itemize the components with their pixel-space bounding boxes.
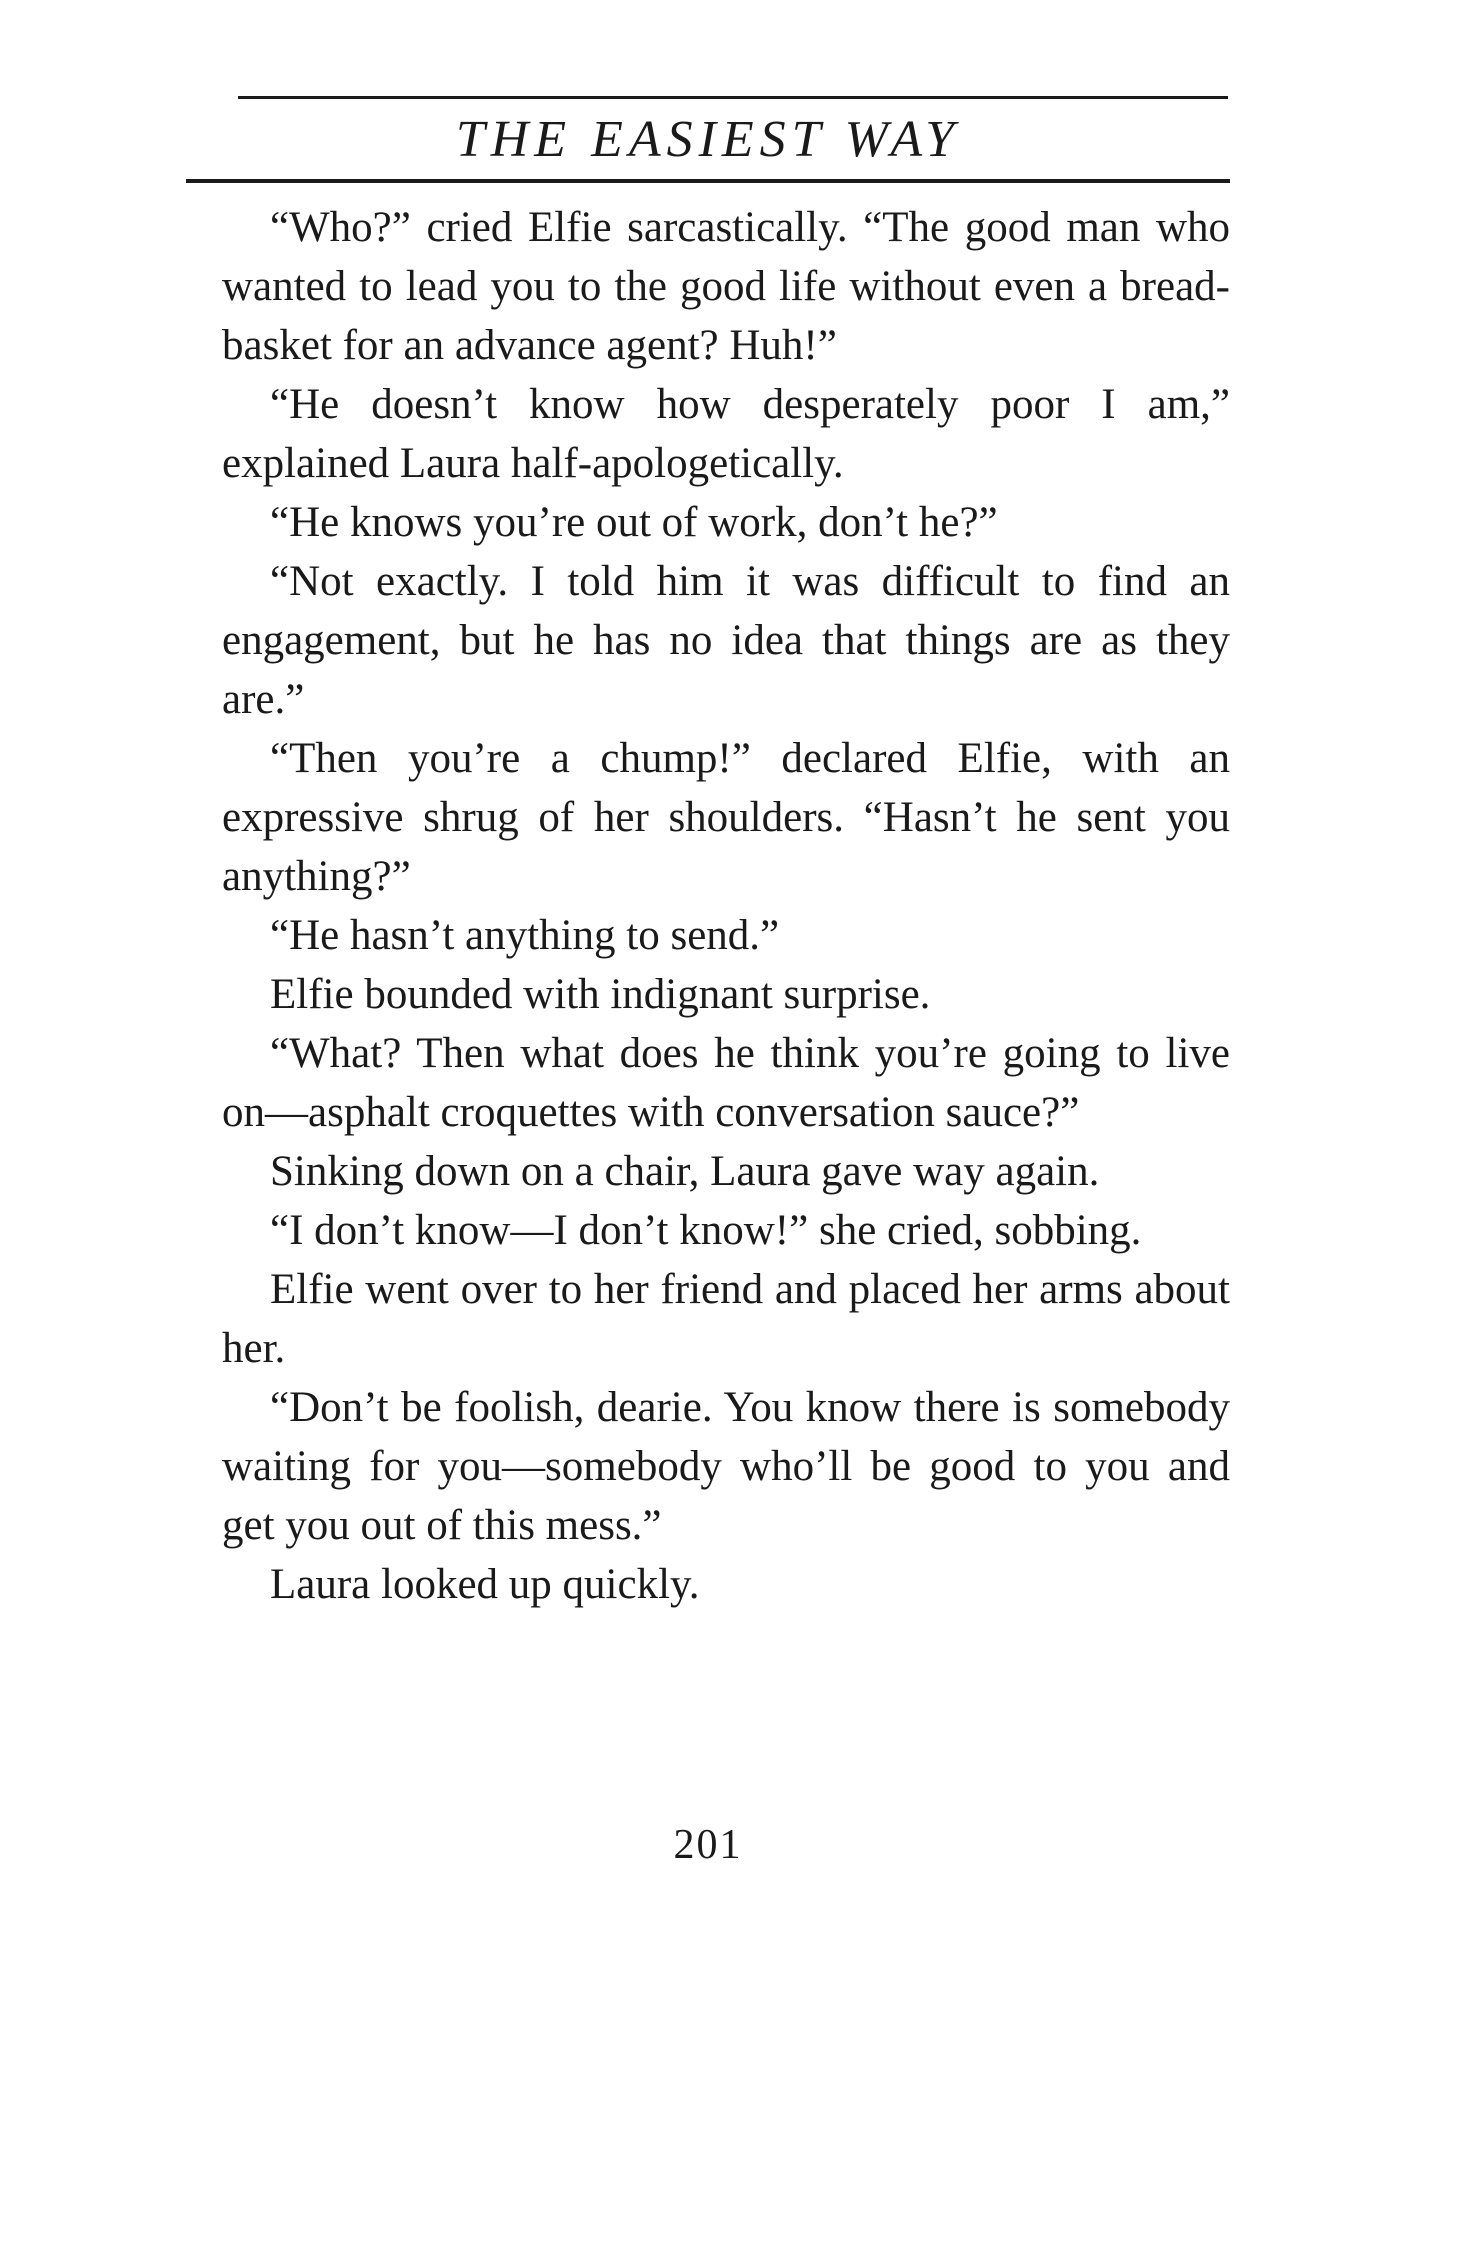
paragraph: “He hasn’t anything to send.” [270,912,780,959]
paragraph: “Who?” cried Elfie sarcastically. “The good man who wanted to lead you to the good life without even a bread-basket for an advance agent? Huh!” [222,204,1230,369]
paragraph: “Not exactly. I told him it was difficult to find an engagement, but he has no idea that things are as they are.” [222,558,1230,723]
paragraph: Sinking down on a chair, Laura gave way again. [270,1148,1100,1195]
paragraph: Elfie went over to her friend and placed her arms about her. [222,1266,1230,1372]
paragraph: “He doesn’t know how desperately poor I am,” explained Laura half-apologetically. [222,381,1230,487]
paragraph: “Then you’re a chump!” declared Elfie, with an expressive shrug of her shoulders. “Hasn’t he sent you anything?” [222,735,1230,900]
paragraph: Elfie bounded with indignant surprise. [270,971,931,1018]
paragraph: “Don’t be foolish, dearie. You know there is somebody waiting for you—somebody who’ll be good to you and get you out of this mess.” [222,1384,1230,1549]
page-number: 201 [673,1822,743,1868]
paragraph: “What? Then what does he think you’re going to live on—asphalt croquettes with conversation sauce?” [222,1030,1230,1136]
running-title: THE EASIEST WAY [455,111,961,168]
paragraph: Laura looked up quickly. [270,1561,700,1608]
body-text [222,198,1230,1614]
header-rule-top [238,96,1228,99]
header-rule-bottom [186,179,1230,183]
paragraph: “I don’t know—I don’t know!” she cried, sobbing. [270,1207,1142,1254]
paragraph: “He knows you’re out of work, don’t he?” [270,499,998,546]
